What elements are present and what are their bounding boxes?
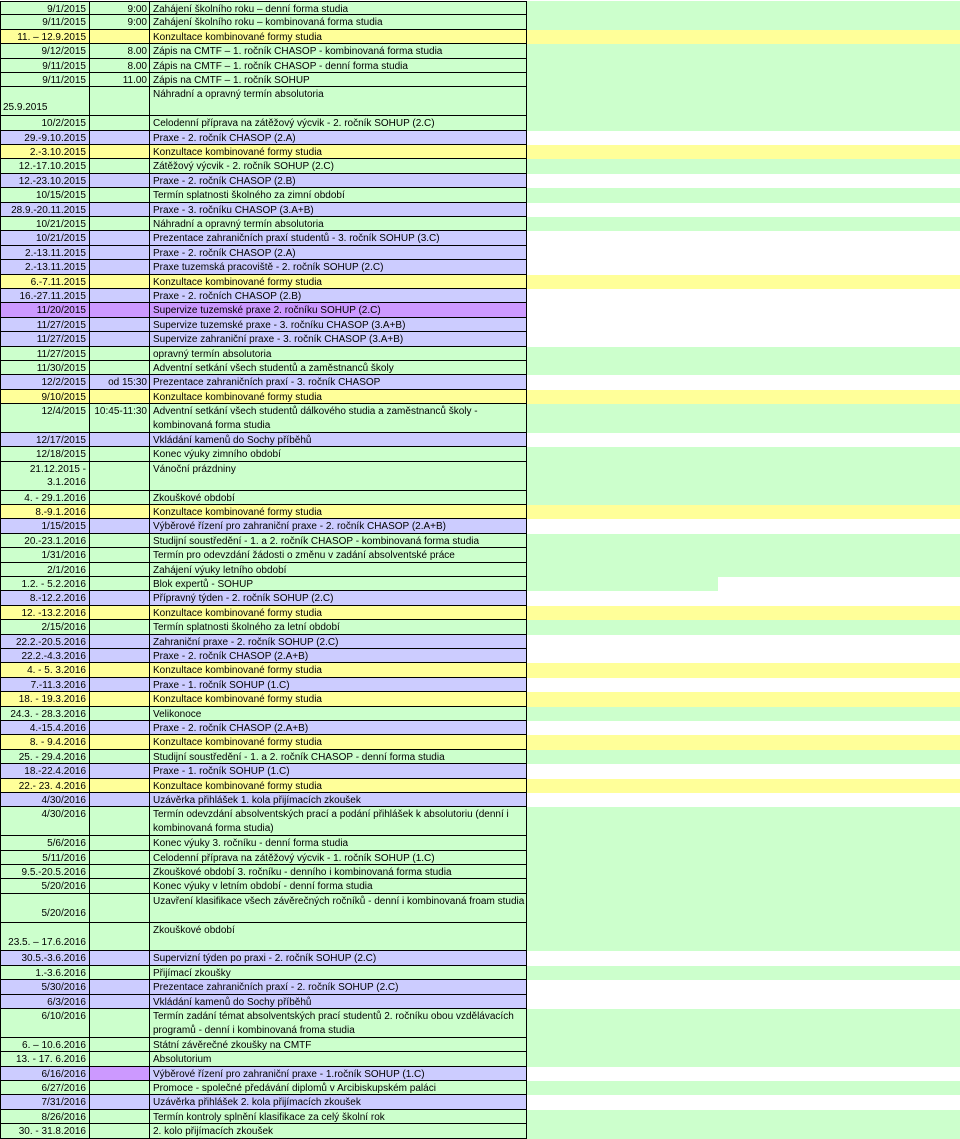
date-cell: 4/30/2016 — [0, 807, 90, 836]
event-cell: Konzultace kombinované formy studia — [150, 735, 527, 749]
time-cell — [90, 116, 150, 130]
table-row — [0, 995, 960, 1009]
date-cell: 11/27/2015 — [0, 347, 90, 361]
event-cell: Praxe tuzemská pracoviště - 2. ročník SOHUP (2.C) — [150, 260, 527, 274]
time-cell — [90, 433, 150, 447]
event-cell: Vánoční prázdniny — [150, 462, 527, 491]
table-row — [0, 678, 960, 692]
table-row — [0, 188, 960, 202]
table-row — [0, 1009, 960, 1038]
time-cell — [90, 735, 150, 749]
event-cell: Termín splatnosti školného za letní období — [150, 620, 527, 634]
event-cell: Praxe - 2. ročních CHASOP (2.B) — [150, 289, 527, 303]
event-cell: Praxe - 1. ročník SOHUP (1.C) — [150, 678, 527, 692]
table-row — [0, 635, 960, 649]
table-row — [0, 879, 960, 893]
table-row — [0, 174, 960, 188]
time-cell — [90, 1110, 150, 1124]
table-row — [0, 966, 960, 980]
table-row — [0, 59, 960, 73]
date-cell: 2.-3.10.2015 — [0, 145, 90, 159]
date-cell: 10/2/2015 — [0, 116, 90, 130]
date-cell: 7.-11.3.2016 — [0, 678, 90, 692]
table-row — [0, 851, 960, 865]
date-cell: 18. - 19.3.2016 — [0, 692, 90, 706]
time-cell — [90, 807, 150, 836]
table-row — [0, 217, 960, 231]
event-cell: Výběrové řízení pro zahraniční praxe - 1.ročník SOHUP (1.C) — [150, 1067, 527, 1081]
date-cell: 9/1/2015 — [0, 1, 90, 15]
date-cell: 9/11/2015 — [0, 15, 90, 29]
time-cell — [90, 793, 150, 807]
date-cell: 6/27/2016 — [0, 1081, 90, 1095]
table-row — [0, 721, 960, 735]
date-cell: 5/20/2016 — [0, 879, 90, 893]
table-row — [0, 692, 960, 706]
time-cell — [90, 1067, 150, 1081]
event-cell: Konzultace kombinované formy studia — [150, 505, 527, 519]
date-cell: 7/31/2016 — [0, 1095, 90, 1109]
time-cell — [90, 620, 150, 634]
event-cell: Celodenní příprava na zátěžový výcvik - 2. ročník SOHUP (2.C) — [150, 116, 527, 130]
event-cell: Praxe - 2. ročník CHASOP (2.A) — [150, 131, 527, 145]
table-row — [0, 375, 960, 389]
date-cell: 2/15/2016 — [0, 620, 90, 634]
time-cell — [90, 894, 150, 923]
table-row — [0, 275, 960, 289]
time-cell — [90, 980, 150, 994]
time-cell: 10:45-11:30 — [90, 404, 150, 433]
event-cell: 2. kolo přijímacích zkoušek — [150, 1124, 527, 1138]
date-cell: 24.3. - 28.3.2016 — [0, 707, 90, 721]
table-row — [0, 707, 960, 721]
time-cell — [90, 462, 150, 491]
event-cell: Zápis na CMTF – 1. ročník SOHUP — [150, 73, 527, 87]
table-row — [0, 750, 960, 764]
table-row — [0, 577, 960, 591]
table-row — [0, 1038, 960, 1052]
time-cell — [90, 721, 150, 735]
table-row — [0, 606, 960, 620]
event-cell: Zápis na CMTF – 1. ročník CHASOP - kombinovaná forma studia — [150, 44, 527, 58]
event-cell: Praxe - 2. ročník CHASOP (2.A+B) — [150, 649, 527, 663]
table-row — [0, 649, 960, 663]
date-cell: 12/17/2015 — [0, 433, 90, 447]
event-cell: Studijní soustředění - 1. a 2. ročník CHASOP - kombinovaná forma studia — [150, 534, 527, 548]
event-cell: Konzultace kombinované formy studia — [150, 275, 527, 289]
time-cell: 8.00 — [90, 59, 150, 73]
time-cell — [90, 1124, 150, 1138]
event-cell: Supervize tuzemské praxe 2. ročníku SOHUP (2.C) — [150, 303, 527, 317]
table-row — [0, 260, 960, 274]
date-cell: 6/3/2016 — [0, 995, 90, 1009]
table-row — [0, 836, 960, 850]
table-row — [0, 1052, 960, 1066]
time-cell — [90, 764, 150, 778]
time-cell — [90, 505, 150, 519]
event-cell: Studijní soustředění - 1. a 2. ročník CHASOP - denní forma studia — [150, 750, 527, 764]
date-cell: 18.-22.4.2016 — [0, 764, 90, 778]
time-cell — [90, 260, 150, 274]
date-cell: 22.2.-4.3.2016 — [0, 649, 90, 663]
date-cell: 5/6/2016 — [0, 836, 90, 850]
event-cell: Prezentace zahraničních praxí studentů - 3. ročník SOHUP (3.C) — [150, 231, 527, 245]
time-cell — [90, 563, 150, 577]
table-row — [0, 591, 960, 605]
time-cell — [90, 203, 150, 217]
event-cell: Konzultace kombinované formy studia — [150, 30, 527, 44]
date-cell: 30. - 31.8.2016 — [0, 1124, 90, 1138]
date-cell: 10/21/2015 — [0, 231, 90, 245]
event-cell: Konzultace kombinované formy studia — [150, 606, 527, 620]
date-cell: 9/12/2015 — [0, 44, 90, 58]
date-cell: 11. – 12.9.2015 — [0, 30, 90, 44]
table-row — [0, 131, 960, 145]
table-row — [0, 620, 960, 634]
event-cell: Přípravný týden - 2. ročník SOHUP (2.C) — [150, 591, 527, 605]
event-cell: Vkládání kamenů do Sochy příběhů — [150, 995, 527, 1009]
time-cell — [90, 347, 150, 361]
table-row — [0, 980, 960, 994]
table-row — [0, 1095, 960, 1109]
time-cell — [90, 923, 150, 952]
date-cell: 21.12.2015 - 3.1.2016 — [0, 462, 90, 491]
event-cell: Blok expertů - SOHUP — [150, 577, 527, 591]
time-cell — [90, 591, 150, 605]
date-cell: 30.5.-3.6.2016 — [0, 951, 90, 965]
table-row — [0, 807, 960, 836]
event-cell: Zahájení školního roku – denní forma studia — [150, 1, 527, 15]
time-cell — [90, 318, 150, 332]
table-row — [0, 1110, 960, 1124]
event-cell: Konzultace kombinované formy studia — [150, 779, 527, 793]
event-cell: Praxe - 3. ročníku CHASOP (3.A+B) — [150, 203, 527, 217]
event-cell: Náhradní a opravný termín absolutoria — [150, 87, 527, 116]
table-row — [0, 505, 960, 519]
event-cell: Adventní setkání všech studentů dálkového studia a zaměstnanců školy - kombinovaná forma studia — [150, 404, 527, 433]
time-cell — [90, 534, 150, 548]
table-row — [0, 779, 960, 793]
date-cell: 29.-9.10.2015 — [0, 131, 90, 145]
date-cell: 1/15/2015 — [0, 519, 90, 533]
date-cell: 11/27/2015 — [0, 332, 90, 346]
time-cell — [90, 30, 150, 44]
time-cell — [90, 519, 150, 533]
table-row — [0, 1081, 960, 1095]
event-cell: Konec výuky v letním období - denní forma studia — [150, 879, 527, 893]
date-cell: 11/20/2015 — [0, 303, 90, 317]
date-cell: 8. - 9.4.2016 — [0, 735, 90, 749]
row-background-gap — [718, 577, 960, 591]
time-cell — [90, 303, 150, 317]
date-cell: 2.-13.11.2015 — [0, 246, 90, 260]
time-cell — [90, 289, 150, 303]
time-cell — [90, 1052, 150, 1066]
date-cell: 9/10/2015 — [0, 390, 90, 404]
table-row — [0, 44, 960, 58]
table-row — [0, 87, 960, 116]
table-row — [0, 894, 960, 923]
table-row — [0, 303, 960, 317]
table-row — [0, 332, 960, 346]
date-cell: 10/21/2015 — [0, 217, 90, 231]
table-row — [0, 462, 960, 491]
time-cell — [90, 865, 150, 879]
date-cell: 1.2. - 5.2.2016 — [0, 577, 90, 591]
table-row — [0, 203, 960, 217]
event-cell: Konzultace kombinované formy studia — [150, 390, 527, 404]
table-row — [0, 30, 960, 44]
date-cell: 4/30/2016 — [0, 793, 90, 807]
event-cell: Zahraniční praxe - 2. ročník SOHUP (2.C) — [150, 635, 527, 649]
table-row — [0, 548, 960, 562]
date-cell: 4.-15.4.2016 — [0, 721, 90, 735]
event-cell: Uzávěrka přihlášek 2. kola přijímacích zkoušek — [150, 1095, 527, 1109]
date-cell: 8/26/2016 — [0, 1110, 90, 1124]
event-cell: Termín odevzdání absolventských prací a podání přihlášek k absolutoriu (denní i kombinovaná forma studia) — [150, 807, 527, 836]
time-cell — [90, 649, 150, 663]
date-cell: 13. - 17. 6.2016 — [0, 1052, 90, 1066]
date-cell: 25. - 29.4.2016 — [0, 750, 90, 764]
date-cell: 9/11/2015 — [0, 59, 90, 73]
event-cell: Praxe - 2. ročník CHASOP (2.A) — [150, 246, 527, 260]
time-cell — [90, 836, 150, 850]
time-cell — [90, 879, 150, 893]
event-cell: Uzávěrka přihlášek 1. kola přijímacích zkoušek — [150, 793, 527, 807]
date-cell: 5/11/2016 — [0, 851, 90, 865]
table-row — [0, 447, 960, 461]
time-cell — [90, 159, 150, 173]
table-row — [0, 793, 960, 807]
time-cell — [90, 231, 150, 245]
date-cell: 6. – 10.6.2016 — [0, 1038, 90, 1052]
time-cell — [90, 663, 150, 677]
date-cell: 20.-23.1.2016 — [0, 534, 90, 548]
event-cell: Adventní setkání všech studentů a zaměstnanců školy — [150, 361, 527, 375]
date-cell: 1/31/2016 — [0, 548, 90, 562]
time-cell — [90, 275, 150, 289]
event-cell: Termín splatnosti školného za zimní období — [150, 188, 527, 202]
time-cell — [90, 779, 150, 793]
date-cell: 5/30/2016 — [0, 980, 90, 994]
event-cell: Státní závěrečné zkoušky na CMTF — [150, 1038, 527, 1052]
event-cell: Konec výuky zimního období — [150, 447, 527, 461]
event-cell: Termín zadání témat absolventských prací studentů 2. ročníku obou vzdělávacích programů - denní i kombinovaná froma studia — [150, 1009, 527, 1038]
event-cell: Uzavření klasifikace všech závěrečných ročníků - denní i kombinovaná froam studia — [150, 894, 527, 923]
date-cell: 23.5. – 17.6.2016 — [0, 923, 90, 952]
time-cell — [90, 188, 150, 202]
table-row — [0, 1124, 960, 1138]
time-cell — [90, 635, 150, 649]
time-cell — [90, 966, 150, 980]
time-cell — [90, 606, 150, 620]
date-cell: 6.-7.11.2015 — [0, 275, 90, 289]
date-cell: 11/27/2015 — [0, 318, 90, 332]
table-row — [0, 534, 960, 548]
table-row — [0, 318, 960, 332]
event-cell: Praxe - 1. ročník SOHUP (1.C) — [150, 764, 527, 778]
event-cell: Zkouškové období 3. ročníku - denního i kombinovaná forma studia — [150, 865, 527, 879]
time-cell — [90, 707, 150, 721]
time-cell — [90, 548, 150, 562]
table-row — [0, 923, 960, 952]
date-cell: 12. -13.2.2016 — [0, 606, 90, 620]
event-cell: Zkouškové období — [150, 923, 527, 952]
event-cell: Velikonoce — [150, 707, 527, 721]
event-cell: Vkládání kamenů do Sochy příběhů — [150, 433, 527, 447]
date-cell: 6/10/2016 — [0, 1009, 90, 1038]
time-cell — [90, 131, 150, 145]
event-cell: Prezentace zahraničních praxí - 3. ročník CHASOP — [150, 375, 527, 389]
time-cell — [90, 491, 150, 505]
time-cell — [90, 577, 150, 591]
time-cell: 9:00 — [90, 15, 150, 29]
date-cell: 1.-3.6.2016 — [0, 966, 90, 980]
table-row — [0, 347, 960, 361]
table-row — [0, 116, 960, 130]
table-row — [0, 289, 960, 303]
date-cell: 12/2/2015 — [0, 375, 90, 389]
table-row — [0, 361, 960, 375]
event-cell: Konzultace kombinované formy studia — [150, 692, 527, 706]
date-cell: 9.5.-20.5.2016 — [0, 865, 90, 879]
date-cell: 6/16/2016 — [0, 1067, 90, 1081]
table-row — [0, 159, 960, 173]
date-cell: 8.-9.1.2016 — [0, 505, 90, 519]
event-cell: Termín pro odevzdání žádosti o změnu v zadání absolventské práce — [150, 548, 527, 562]
date-cell: 10/15/2015 — [0, 188, 90, 202]
table-row — [0, 865, 960, 879]
table-row — [0, 246, 960, 260]
table-row — [0, 145, 960, 159]
table-row — [0, 390, 960, 404]
date-cell: 2/1/2016 — [0, 563, 90, 577]
time-cell — [90, 361, 150, 375]
event-cell: Praxe - 2. ročník CHASOP (2.A+B) — [150, 721, 527, 735]
event-cell: Zápis na CMTF – 1. ročník CHASOP - denní forma studia — [150, 59, 527, 73]
date-cell: 22.2.-20.5.2016 — [0, 635, 90, 649]
table-row — [0, 563, 960, 577]
event-cell: Přijímací zkoušky — [150, 966, 527, 980]
event-cell: Zátěžový výcvik - 2. ročník SOHUP (2.C) — [150, 159, 527, 173]
date-cell: 12/4/2015 — [0, 404, 90, 433]
event-cell: Konzultace kombinované formy studia — [150, 145, 527, 159]
time-cell — [90, 995, 150, 1009]
table-row — [0, 1067, 960, 1081]
time-cell: 8.00 — [90, 44, 150, 58]
event-cell: Konzultace kombinované formy studia — [150, 663, 527, 677]
table-row — [0, 73, 960, 87]
time-cell — [90, 692, 150, 706]
date-cell: 12.-23.10.2015 — [0, 174, 90, 188]
event-cell: Praxe - 2. ročník CHASOP (2.B) — [150, 174, 527, 188]
date-cell: 4. - 5. 3.2016 — [0, 663, 90, 677]
table-row — [0, 1, 960, 15]
event-cell: Absolutorium — [150, 1052, 527, 1066]
event-cell: Promoce - společné předávání diplomů v Arcibiskupském paláci — [150, 1081, 527, 1095]
date-cell: 5/20/2016 — [0, 894, 90, 923]
date-cell: 4. - 29.1.2016 — [0, 491, 90, 505]
event-cell: Zkouškové období — [150, 491, 527, 505]
event-cell: Zahájení školního roku – kombinovaná forma studia — [150, 15, 527, 29]
event-cell: opravný termín absolutoria — [150, 347, 527, 361]
time-cell — [90, 174, 150, 188]
table-row — [0, 519, 960, 533]
date-cell: 28.9.-20.11.2015 — [0, 203, 90, 217]
date-cell: 22.- 23. 4.2016 — [0, 779, 90, 793]
time-cell — [90, 1009, 150, 1038]
table-row — [0, 404, 960, 433]
table-row — [0, 735, 960, 749]
event-cell: Prezentace zahraničních praxí - 2. ročník SOHUP (2.C) — [150, 980, 527, 994]
event-cell: Termín kontroly splnění klasifikace za celý školní rok — [150, 1110, 527, 1124]
date-cell: 16.-27.11.2015 — [0, 289, 90, 303]
time-cell — [90, 951, 150, 965]
event-cell: Supervize tuzemské praxe - 3. ročníku CHASOP (3.A+B) — [150, 318, 527, 332]
event-cell: Supervize zahraniční praxe - 3. ročník CHASOP (3.A+B) — [150, 332, 527, 346]
time-cell — [90, 145, 150, 159]
date-cell: 12.-17.10.2015 — [0, 159, 90, 173]
table-row — [0, 663, 960, 677]
table-row — [0, 764, 960, 778]
time-cell — [90, 246, 150, 260]
table-row — [0, 491, 960, 505]
event-cell: Supervizní týden po praxi - 2. ročník SOHUP (2.C) — [150, 951, 527, 965]
time-cell: 11.00 — [90, 73, 150, 87]
event-cell: Konec výuky 3. ročníku - denní forma studia — [150, 836, 527, 850]
time-cell — [90, 87, 150, 116]
table-row — [0, 15, 960, 29]
event-cell: Výběrové řízení pro zahraniční praxe - 2. ročník CHASOP (2.A+B) — [150, 519, 527, 533]
time-cell — [90, 1081, 150, 1095]
time-cell — [90, 217, 150, 231]
date-cell: 2.-13.11.2015 — [0, 260, 90, 274]
event-cell: Náhradní a opravný termín absolutoria — [150, 217, 527, 231]
date-cell: 8.-12.2.2016 — [0, 591, 90, 605]
date-cell: 25.9.2015 — [0, 87, 90, 116]
time-cell — [90, 1095, 150, 1109]
time-cell — [90, 390, 150, 404]
table-row — [0, 433, 960, 447]
event-cell: Celodenní příprava na zátěžový výcvik - 1. ročník SOHUP (1.C) — [150, 851, 527, 865]
time-cell — [90, 851, 150, 865]
time-cell — [90, 1038, 150, 1052]
time-cell: 9:00 — [90, 1, 150, 15]
date-cell: 12/18/2015 — [0, 447, 90, 461]
time-cell: od 15:30 — [90, 375, 150, 389]
time-cell — [90, 678, 150, 692]
time-cell — [90, 447, 150, 461]
time-cell — [90, 332, 150, 346]
table-row — [0, 231, 960, 245]
time-cell — [90, 750, 150, 764]
event-cell: Zahájení výuky letního období — [150, 563, 527, 577]
date-cell: 9/11/2015 — [0, 73, 90, 87]
table-row — [0, 951, 960, 965]
date-cell: 11/30/2015 — [0, 361, 90, 375]
